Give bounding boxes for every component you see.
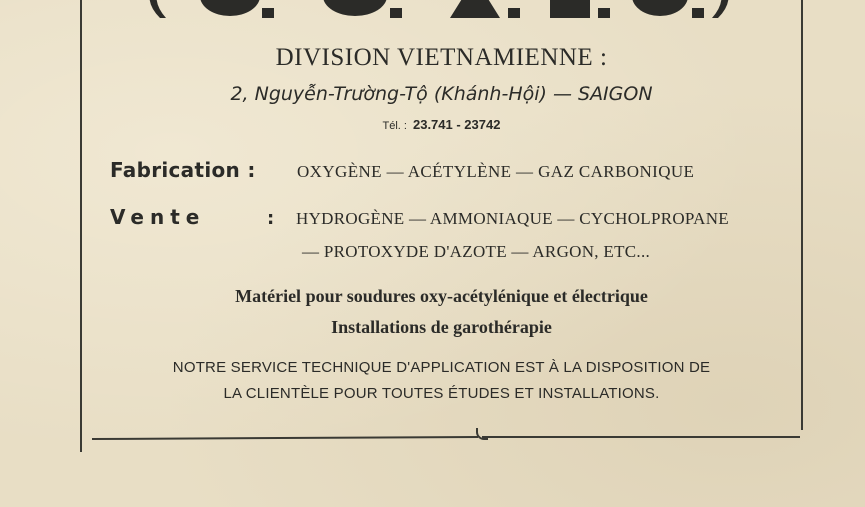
installations-line: Installations de garothérapie [331,317,552,337]
bottom-rule-right [482,436,800,438]
bottom-rule-hook [476,428,488,440]
vente-items-line2: — PROTOXYDE D'AZOTE — ARGON, ETC... [302,242,651,261]
tel-numbers: 23.741 - 23742 [412,117,501,132]
vente-label: Vente [110,205,206,229]
fabrication-label: Fabrication : [110,158,256,182]
fabrication-items: OXYGÈNE — ACÉTYLÈNE — GAZ CARBONIQUE [297,162,695,181]
company-logo [130,0,750,18]
division-heading: DIVISION VIETNAMIENNE : [275,44,608,71]
service-notice-line2: LA CLIENTÈLE POUR TOUTES ÉTUDES ET INSTALLATIONS. [223,385,660,402]
tel-label: Tél. : [382,120,407,132]
materiel-line: Matériel pour soudures oxy-acétylénique et électrique [235,286,648,306]
frame-right-border [801,0,803,430]
address-line: 2, Nguyễn-Trường-Tộ (Khánh-Hội) — SAIGON [230,83,653,105]
vente-colon: : [267,208,275,229]
service-notice-line1: NOTRE SERVICE TECHNIQUE D'APPLICATION EST À LA DISPOSITION DE [172,359,711,376]
vente-items-line1: HYDROGÈNE — AMMONIAQUE — CYCHOLPROPANE [296,209,729,228]
bottom-rule-left [92,436,478,440]
telephone-line [82,117,801,132]
